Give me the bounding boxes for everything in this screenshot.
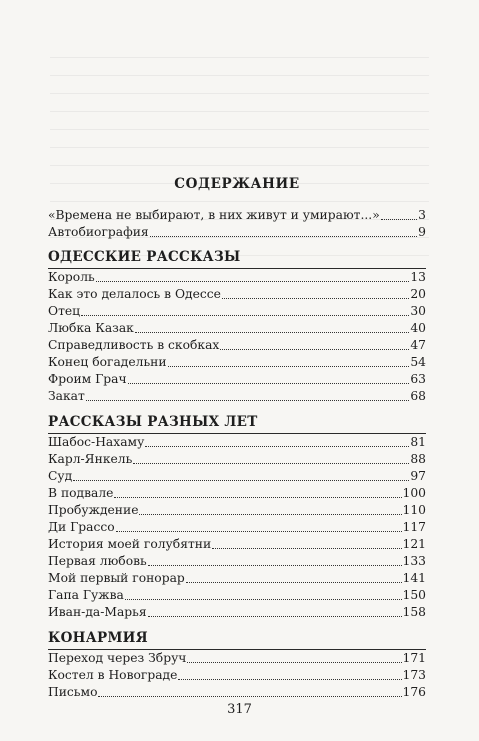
entry-page: 13 — [410, 270, 426, 284]
entry-title: Любка Казак — [48, 321, 134, 335]
leader-dots — [168, 365, 410, 367]
leader-dots — [128, 382, 410, 384]
toc-entry — [48, 569, 426, 587]
leader-dots — [187, 661, 401, 663]
entry-page: 117 — [402, 520, 426, 534]
section-title-odessa: ОДЕССКИЕ РАССКАЗЫ — [48, 249, 241, 265]
entry-title: Ди Грассо — [48, 520, 115, 534]
leader-dots — [135, 331, 409, 333]
entry-title: Справедливость в скобках — [48, 338, 220, 352]
toc-entry — [48, 370, 426, 388]
entry-title: Переход через Збруч — [48, 651, 187, 665]
leader-dots — [212, 547, 401, 549]
entry-title: Автобиография — [48, 225, 149, 239]
toc-entry — [48, 433, 426, 451]
entry-page: 141 — [402, 571, 426, 585]
leader-dots — [133, 462, 409, 464]
leader-dots — [139, 513, 401, 515]
entry-page: 121 — [402, 537, 426, 551]
entry-page: 133 — [402, 554, 426, 568]
toc-entry — [48, 285, 426, 303]
entry-page: 9 — [418, 225, 426, 239]
page-number: 317 — [227, 702, 252, 717]
toc-entry — [48, 387, 426, 405]
leader-dots — [81, 314, 409, 316]
toc-entry — [48, 353, 426, 371]
entry-title: Мой первый гонорар — [48, 571, 185, 585]
entry-page: 47 — [410, 338, 426, 352]
entry-title: Фроим Грач — [48, 372, 127, 386]
entry-page: 176 — [402, 685, 426, 699]
toc-entry — [48, 552, 426, 570]
toc-entry — [48, 603, 426, 621]
leader-dots — [222, 297, 409, 299]
toc-entry — [48, 666, 426, 684]
entry-page: 150 — [402, 588, 426, 602]
leader-dots — [86, 399, 410, 401]
entry-page: 54 — [410, 355, 426, 369]
toc-entry — [48, 683, 426, 701]
leader-dots — [145, 445, 409, 447]
toc-entry — [48, 268, 426, 286]
entry-page: 30 — [410, 304, 426, 318]
toc-entry — [48, 336, 426, 354]
entry-page: 68 — [410, 389, 426, 403]
entry-title: Письмо — [48, 685, 98, 699]
toc-entry — [48, 302, 426, 320]
leader-dots — [114, 496, 401, 498]
leader-dots — [125, 598, 402, 600]
entry-page: 110 — [402, 503, 426, 517]
leader-dots — [148, 564, 402, 566]
leader-dots — [98, 695, 401, 697]
entry-title: Суд — [48, 469, 73, 483]
leader-dots — [148, 615, 402, 617]
entry-title: Король — [48, 270, 95, 284]
entry-title: Шабос-Нахаму — [48, 435, 145, 449]
entry-title: Конец богадельни — [48, 355, 167, 369]
toc-entry — [48, 501, 426, 519]
entry-title: Первая любовь — [48, 554, 147, 568]
leader-dots — [220, 348, 409, 350]
toc-entry — [48, 223, 426, 241]
entry-title: История моей голубятни — [48, 537, 212, 551]
entry-page: 81 — [410, 435, 426, 449]
leader-dots — [186, 581, 402, 583]
entry-title: Иван-да-Марья — [48, 605, 147, 619]
toc-entry — [48, 206, 426, 224]
toc-entry — [48, 319, 426, 337]
entry-title: В подвале — [48, 486, 114, 500]
toc-entry — [48, 484, 426, 502]
toc-entry — [48, 450, 426, 468]
entry-title: Карл-Янкель — [48, 452, 133, 466]
entry-title: Как это делалось в Одессе — [48, 287, 221, 301]
leader-dots — [150, 235, 418, 237]
leader-dots — [381, 218, 417, 220]
entry-page: 173 — [402, 668, 426, 682]
entry-title: «Времена не выбирают, в них живут и умирают...» — [48, 208, 380, 222]
leader-dots — [116, 530, 402, 532]
section-title-konarmiya: КОНАРМИЯ — [48, 630, 148, 646]
entry-page: 3 — [418, 208, 426, 222]
entry-title: Пробуждение — [48, 503, 139, 517]
entry-page: 100 — [402, 486, 426, 500]
entry-page: 171 — [402, 651, 426, 665]
leader-dots — [73, 479, 409, 481]
entry-title: Отец — [48, 304, 81, 318]
leader-dots — [96, 280, 410, 282]
entry-page: 158 — [402, 605, 426, 619]
entry-title: Закат — [48, 389, 85, 403]
toc-entry — [48, 586, 426, 604]
entry-title: Костел в Новограде — [48, 668, 178, 682]
entry-page: 97 — [410, 469, 426, 483]
entry-title: Гапа Гужва — [48, 588, 124, 602]
toc-title: СОДЕРЖАНИЕ — [174, 176, 300, 192]
toc-entry — [48, 649, 426, 667]
leader-dots — [178, 678, 401, 680]
section-title-various: РАССКАЗЫ РАЗНЫХ ЛЕТ — [48, 414, 258, 430]
toc-entry — [48, 467, 426, 485]
entry-page: 88 — [410, 452, 426, 466]
entry-page: 40 — [410, 321, 426, 335]
toc-entry — [48, 535, 426, 553]
entry-page: 63 — [410, 372, 426, 386]
entry-page: 20 — [410, 287, 426, 301]
toc-entry — [48, 518, 426, 536]
